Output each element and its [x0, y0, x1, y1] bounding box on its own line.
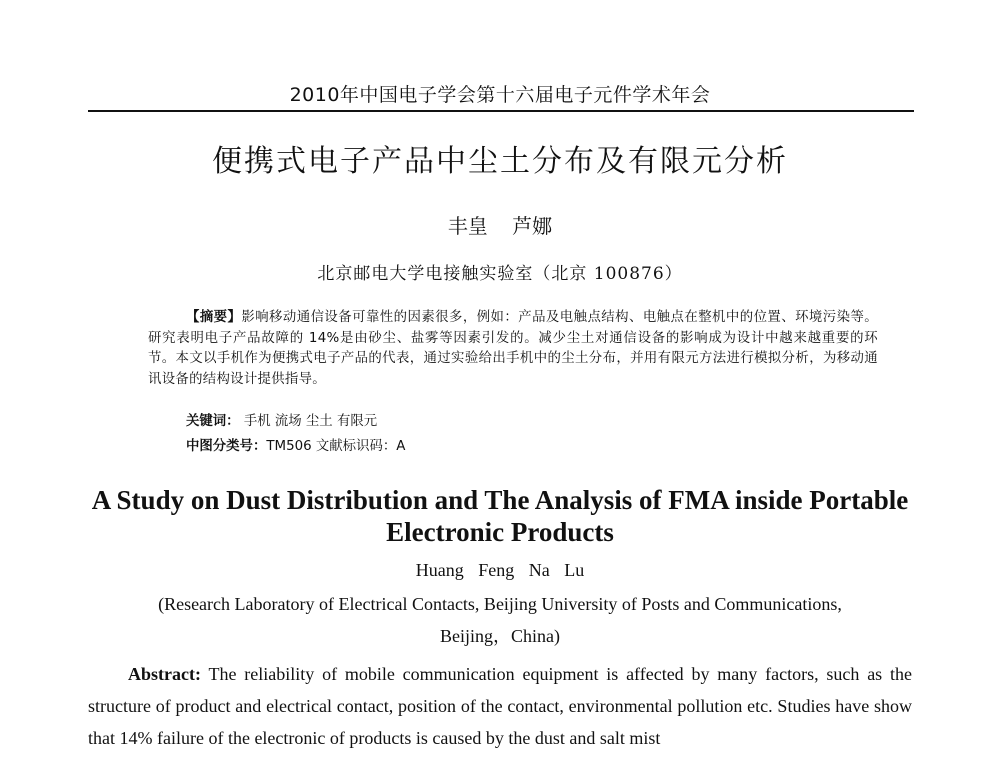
english-abstract	[88, 658, 912, 754]
chinese-affiliation: 北京邮电大学电接触实验室（北京 100876）	[317, 264, 683, 284]
doc-code-value: A	[396, 439, 406, 454]
chinese-keywords	[186, 412, 886, 432]
english-abstract-label: Abstract:	[128, 664, 201, 684]
keywords-value: 手机 流场 尘土 有限元	[243, 414, 378, 429]
header-divider	[88, 110, 914, 112]
english-authors: Huang Feng Na Lu	[415, 560, 585, 580]
chinese-abstract-label: 【摘要】	[186, 310, 242, 325]
doc-code-label: 文献标识码：	[315, 439, 397, 454]
class-number-value: TM506	[266, 439, 312, 454]
english-affiliation-line2: Beijing，China)	[440, 626, 560, 646]
chinese-abstract-text: 影响移动通信设备可靠性的因素很多，例如：产品及电触点结构、电触点在整机中的位置、环境污染等。研究表明电子产品故障的 14%是由砂尘、盐雾等因素引发的。减少尘土对通信设备的影响成为设计中越来越重要的环节。本文以手机作为便携式电子产品的代表，通过实验给出手机中的尘土分布，并用有限元方法进行模拟分析，为移动通讯设备的结构设计提供指导。	[148, 310, 878, 387]
chinese-authors: 丰皇 芦娜	[447, 214, 553, 238]
chinese-abstract	[148, 308, 878, 390]
english-abstract-text: The reliability of mobile communication equipment is affected by many factors, such as the structure of product and electrical contact, position of the contact, environmental pollution etc. Studies have show that 14% failure of the electronic of products is caused by the dust and salt mist	[88, 664, 912, 748]
running-header: 2010年中国电子学会第十六届电子元件学术年会	[289, 84, 711, 106]
english-title: A Study on Dust Distribution and The Analysis of FMA inside Portable Electronic Products	[91, 485, 909, 547]
classification-line	[186, 437, 886, 457]
chinese-title: 便携式电子产品中尘土分布及有限元分析	[212, 144, 788, 179]
class-number-label: 中图分类号：	[186, 439, 267, 454]
english-affiliation-line1: (Research Laboratory of Electrical Contacts, Beijing University of Posts and Communications,	[158, 594, 842, 614]
keywords-label: 关键词：	[186, 414, 240, 429]
